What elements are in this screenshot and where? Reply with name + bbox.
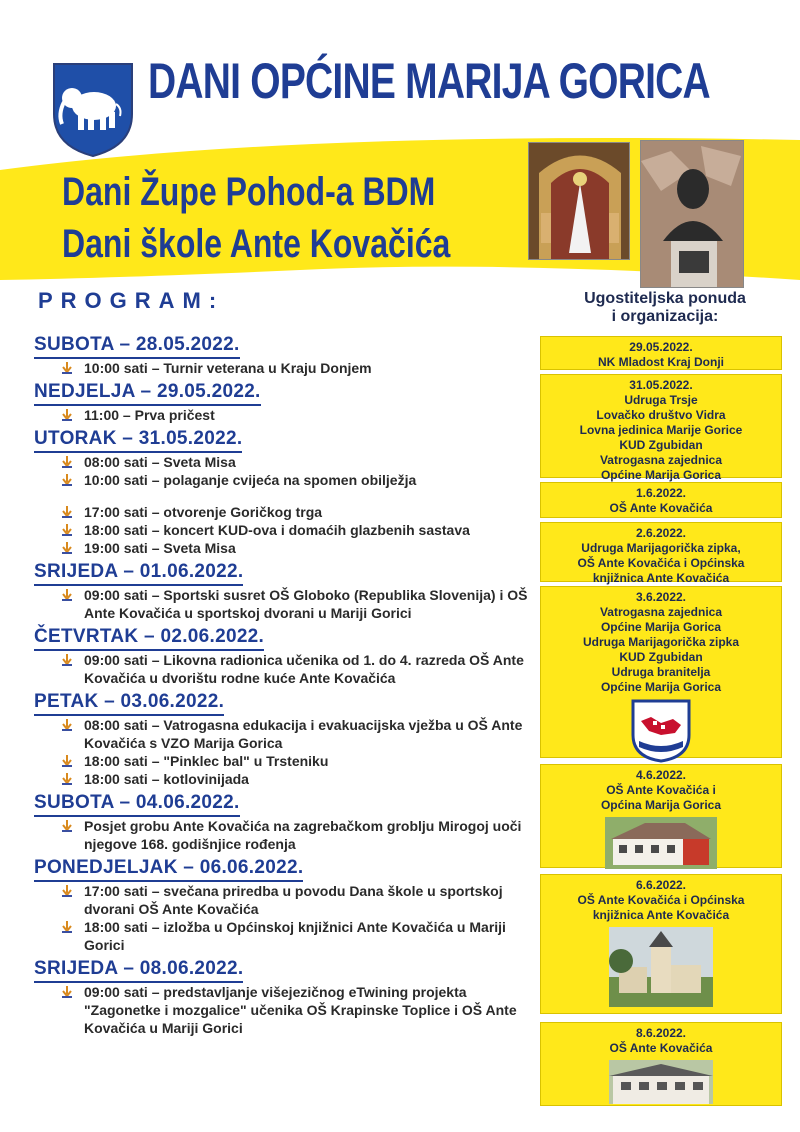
day-title: NEDJELJA – 29.05.2022. [34,381,261,406]
event-item: 08:00 sati – Sveta Misa [34,453,534,471]
catering-box: 31.05.2022. Udruga Trsje Lovačko društvo Vidra Lovna jedinica Marije Gorice KUD Zgubidan Vatrogasna zajednica Općine Marija Gorica [540,374,782,478]
day-block [34,792,534,853]
arrow-bullet-icon [60,523,74,537]
page-title: DANI OPĆINE MARIJA GORICA [148,53,710,109]
day-title: SUBOTA – 04.06.2022. [34,792,240,817]
arrow-bullet-icon [60,754,74,768]
event-item: 11:00 – Prva pričest [34,406,534,424]
day-title: SRIJEDA – 01.06.2022. [34,561,243,586]
ante-kovacic-bust-photo [640,140,744,288]
day-block [34,857,534,954]
day-title: ČETVRTAK – 02.06.2022. [34,626,264,651]
birth-house-photo [605,817,717,869]
catering-box: 6.6.2022. OŠ Ante Kovačića i Općinska knjižnica Ante Kovačića [540,874,782,1014]
day-title: PETAK – 03.06.2022. [34,691,224,716]
arrow-bullet-icon [60,588,74,602]
day-title: PONEDJELJAK – 06.06.2022. [34,857,303,882]
event-item: 08:00 sati – Vatrogasna edukacija i evakuacijska vježba u OŠ Ante Kovačića s VZO Marija Gorica [34,716,534,752]
arrow-bullet-icon [60,653,74,667]
subtitle-parish-days: Dani Župe Pohod-a BDM [62,170,436,214]
day-block [34,428,534,557]
catering-box: 3.6.2022. Vatrogasna zajednica Općine Marija Gorica Udruga Marijagorička zipka KUD Zgubidan Udruga branitelja Općine Marija Gorica [540,586,782,758]
arrow-bullet-icon [60,920,74,934]
day-block [34,626,534,687]
arrow-bullet-icon [60,718,74,732]
arrow-bullet-icon [60,772,74,786]
arrow-bullet-icon [60,455,74,469]
arrow-bullet-icon [60,541,74,555]
day-block [34,381,534,424]
event-item: 18:00 sati – kotlovinijada [34,770,534,788]
program-list [34,334,534,1041]
arrow-bullet-icon [60,884,74,898]
arrow-bullet-icon [60,505,74,519]
program-heading: PROGRAM: [38,288,225,313]
veterans-association-badge-logo [631,699,691,763]
church-tower-photo [609,927,713,1007]
event-item: 10:00 sati – polaganje cvijeća na spomen obilježja [34,471,534,489]
catering-box: 29.05.2022. NK Mladost Kraj Donji [540,336,782,370]
arrow-bullet-icon [60,819,74,833]
arrow-bullet-icon [60,473,74,487]
catering-heading: Ugostiteljska ponuda i organizacija: [584,290,746,325]
event-item: 17:00 sati – otvorenje Goričkog trga [34,503,534,521]
subtitle-school-days: Dani škole Ante Kovačića [62,222,451,266]
catering-box: 1.6.2022. OŠ Ante Kovačića [540,482,782,518]
event-item: 10:00 sati – Turnir veterana u Kraju Donjem [34,359,534,377]
event-item: 17:00 sati – svečana priredba u povodu Dana škole u sportskoj dvorani OŠ Ante Kovačića [34,882,534,918]
event-item: 09:00 sati – Likovna radionica učenika od 1. do 4. razreda OŠ Ante Kovačića u dvorištu rodne kuće Ante Kovačića [34,651,534,687]
day-block [34,691,534,788]
day-title: SUBOTA – 28.05.2022. [34,334,240,359]
event-item: 18:00 sati – izložba u Općinskoj knjižnici Ante Kovačića u Mariji Gorici [34,918,534,954]
church-altar-photo [528,142,630,260]
arrow-bullet-icon [60,985,74,999]
event-item: 09:00 sati – Sportski susret OŠ Globoko (Republika Slovenija) i OŠ Ante Kovačića u sportskoj dvorani u Mariji Gorici [34,586,534,622]
catering-box: 2.6.2022. Udruga Marijagorička zipka, OŠ Ante Kovačića i Općinska knjižnica Ante Kovačića [540,522,782,582]
event-item: 19:00 sati – Sveta Misa [34,539,534,557]
day-block [34,958,534,1037]
arrow-bullet-icon [60,361,74,375]
event-item: 09:00 sati – predstavljanje višejezičnog eTwining projekta "Zagonetke i mozgalice" učenika OŠ Krapinske Toplice i OŠ Ante Kovačića u Mariji Gorici [34,983,534,1037]
day-block [34,561,534,622]
day-title: SRIJEDA – 08.06.2022. [34,958,243,983]
day-title: UTORAK – 31.05.2022. [34,428,242,453]
day-block [34,334,534,377]
event-item: 18:00 sati – koncert KUD-ova i domaćih glazbenih sastava [34,521,534,539]
catering-box: 8.6.2022. OŠ Ante Kovačića [540,1022,782,1106]
event-item: 18:00 sati – "Pinklec bal" u Trsteniku [34,752,534,770]
catering-box: 4.6.2022. OŠ Ante Kovačića i Općina Marija Gorica [540,764,782,868]
school-building-photo [609,1060,713,1104]
event-item: Posjet grobu Ante Kovačića na zagrebačkom groblju Mirogoj uoči njegove 168. godišnjice rođenja [34,817,534,853]
arrow-bullet-icon [60,408,74,422]
